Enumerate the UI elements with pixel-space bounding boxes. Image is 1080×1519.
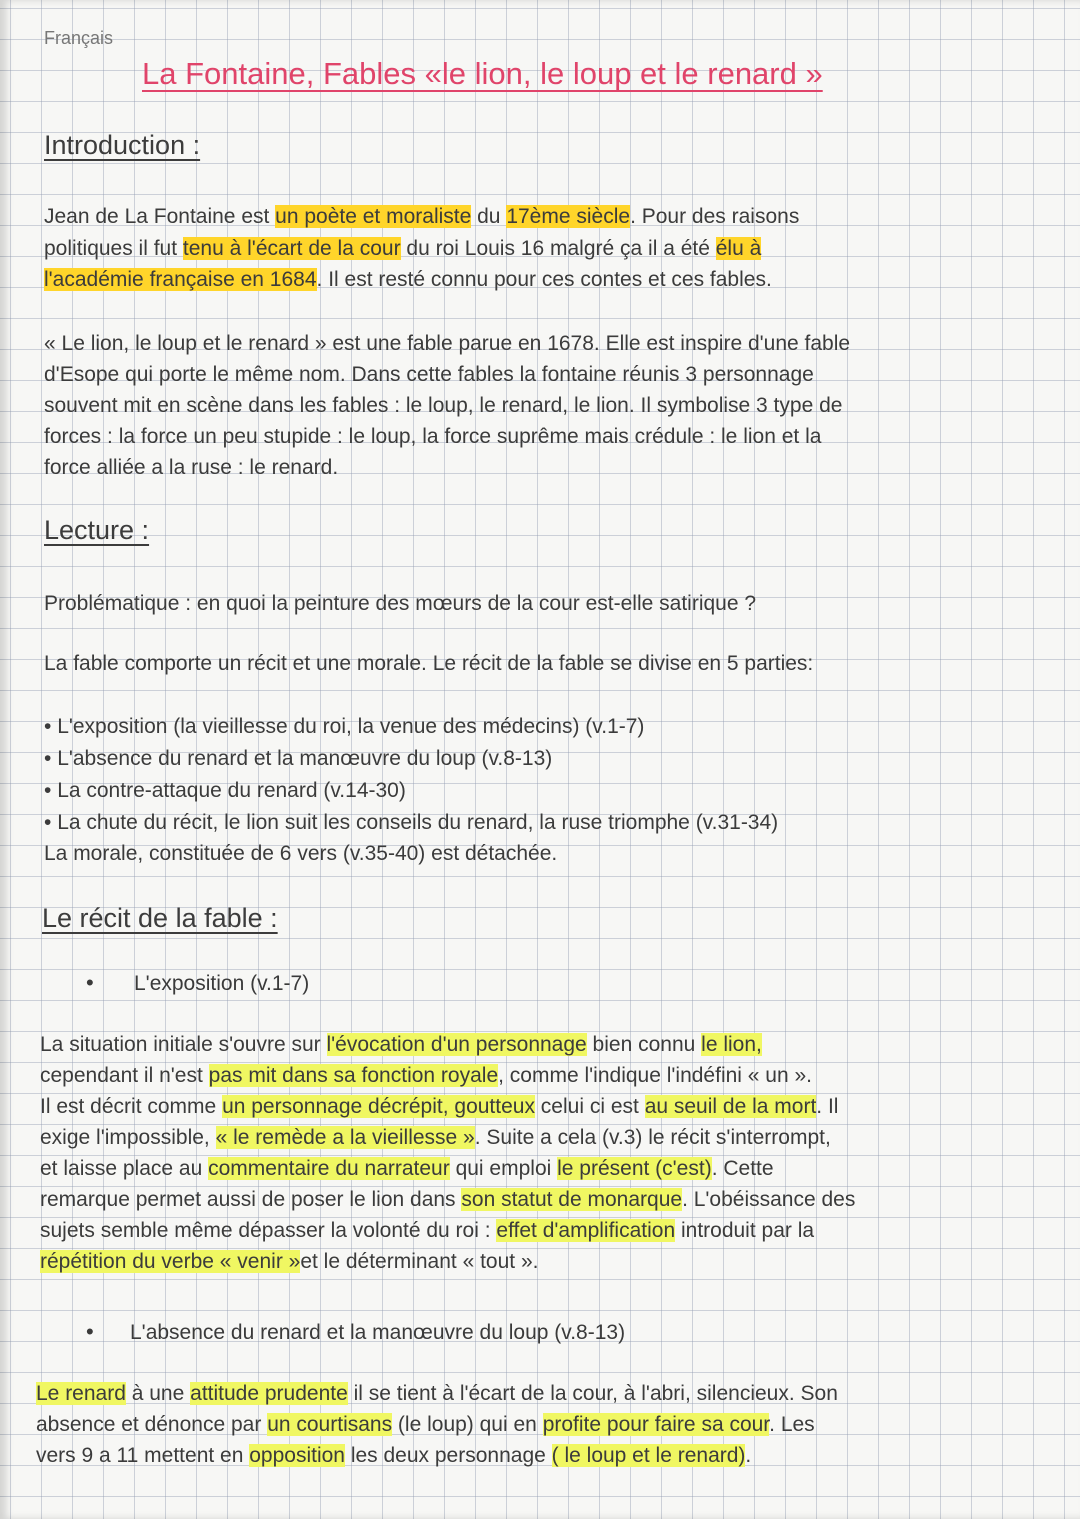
list-item: • L'exposition (la vieillesse du roi, la venue des médecins) (v.1-7) <box>44 715 644 739</box>
intro-line: l'académie française en 1684. Il est resté connu pour ces contes et ces fables. <box>44 268 772 291</box>
intro-paragraph-2: « Le lion, le loup et le renard » est une fable parue en 1678. Elle est inspire d'une fable d'Esope qui porte le même nom. Dans cette fables la fontaine réunis 3 personnage souvent mit en scène dans les fables : le loup, le renard, le lion. Il symbolise 3 type de forces : la force un peu stupide : le loup, la force suprême mais crédule : le lion et la force alliée a la ruse : le renard. <box>44 332 851 479</box>
morale-text: La morale, constituée de 6 vers (v.35-40) est détachée. <box>44 842 558 865</box>
text-line: vers 9 a 11 mettent en opposition les deux personnage ( le loup et le renard). <box>36 1444 752 1467</box>
text-line: sujets semble même dépasser la volonté du roi : effet d'amplification introduit par la <box>40 1219 815 1242</box>
text-line: Le renard à une attitude prudente il se tient à l'écart de la cour, à l'abri, silencieux. Son <box>36 1382 838 1405</box>
text-line: exige l'impossible, « le remède a la vieillesse ». Suite a cela (v.3) le récit s'interrompt, <box>40 1126 831 1149</box>
list-item: • La chute du récit, le lion suit les conseils du renard, la ruse triomphe (v.31-34) <box>44 811 778 835</box>
recit-heading: Le récit de la fable : <box>42 903 278 933</box>
intro-line: Jean de La Fontaine est un poète et moraliste du 17ème siècle. Pour des raisons <box>44 205 800 228</box>
problematique: Problématique : en quoi la peinture des mœurs de la cour est-elle satirique ? <box>44 592 757 615</box>
text-line: répétition du verbe « venir »et le déterminant « tout ». <box>40 1250 539 1273</box>
text-line: remarque permet aussi de poser le lion dans son statut de monarque. L'obéissance des <box>40 1188 856 1211</box>
bullet-icon: • <box>86 970 94 995</box>
list-item: • La contre-attaque du renard (v.14-30) <box>44 779 406 803</box>
text-line: Il est décrit comme un personnage décrépit, goutteux celui ci est au seuil de la mort. Il <box>40 1095 839 1118</box>
text-line: cependant il n'est pas mit dans sa fonction royale, comme l'indique l'indéfini « un ». <box>40 1064 813 1087</box>
structure-text: La fable comporte un récit et une morale. Le récit de la fable se divise en 5 parties: <box>44 652 814 675</box>
text-line: absence et dénonce par un courtisans (le loup) qui en profite pour faire sa cour. Les <box>36 1413 815 1436</box>
lecture-heading: Lecture : <box>44 515 150 545</box>
text-line: et laisse place au commentaire du narrateur qui emploi le présent (c'est). Cette <box>40 1157 774 1180</box>
notebook-page: Français La Fontaine, Fables «le lion, le loup et le renard » Introduction : Jean de La Fontaine est un poète et moraliste du 17ème siècle. Pour des raisons politiques il fut tenu à l'écart de la cour du roi Louis 16 malgré ça il a été élu à l'académie française en 1684. Il est resté connu pour ces contes et ces fables. « Le lion, le loup et le renard » est une fable parue en 1678. Elle est inspire d'une fable d'Esope qui porte le même nom. Dans cette fables la fontaine réunis 3 personnage souvent mit en scène dans les fables : le loup, le renard, le lion. Il symbolise 3 type de forces : la force un peu stupide : le loup, la force suprême mais crédule : le lion et la force alliée a la ruse : le renard. Lecture : Problématique : en quoi la peinture des mœurs de la cour est-elle satirique ? La fable comporte un récit et une morale. Le récit de la fable se divise en 5 parties: • L'exposition (la vieillesse du roi, la venue des médecins) (v.1-7) • L'absence du renard et la manœuvre du loup (v.8-13) • La contre-attaque du renard (v.14-30) • La chute du récit, le lion suit les conseils du renard, la ruse triomphe (v.31-34) La morale, constituée de 6 vers (v.35-40) est détachée. Le récit de la fable : • L'exposition (v.1-7) La situation initiale s'ouvre sur l'évocation d'un personnage bien connu le lion, cependant il n'est pas mit dans sa fonction royale, comme l'indique l'indéfini « un ». Il est décrit comme un personnage décrépit, goutteux celui ci est au seuil de la mort. Il exige l'impossible, « le remède a la vieillesse ». Suite a cela (v.3) le récit s'interrompt, et laisse place au commentaire du narrateur qui emploi le présent (c'est). Cette remarque permet aussi de poser le lion dans son statut de monarque. L'obéissance des sujets semble même dépasser la volonté du roi : effet d'amplification introduit par la répétition du verbe « venir »et le déterminant « tout ». • L'absence du renard et la manœuvre du loup (v.8-13) Le renard à une attitude prudente il se tient à l'écart de la cour, à l'abri, silencieux. Son absence et dénonce par un courtisans (le loup) qui en profite pour faire sa cour. Les vers 9 a 11 mettent en opposition les deux personnage ( le loup et le renard). <box>0 0 1080 1519</box>
page-title: La Fontaine, Fables «le lion, le loup et le renard » <box>142 56 823 91</box>
text-line: La situation initiale s'ouvre sur l'évocation d'un personnage bien connu le lion, <box>40 1033 762 1056</box>
bullet-icon: • <box>86 1319 94 1344</box>
list-item: • L'absence du renard et la manœuvre du loup (v.8-13) <box>44 747 552 771</box>
intro-line: politiques il fut tenu à l'écart de la cour du roi Louis 16 malgré ça il a été élu à <box>44 237 762 260</box>
intro-heading: Introduction : <box>44 130 201 160</box>
subject-label: Français <box>44 28 114 48</box>
